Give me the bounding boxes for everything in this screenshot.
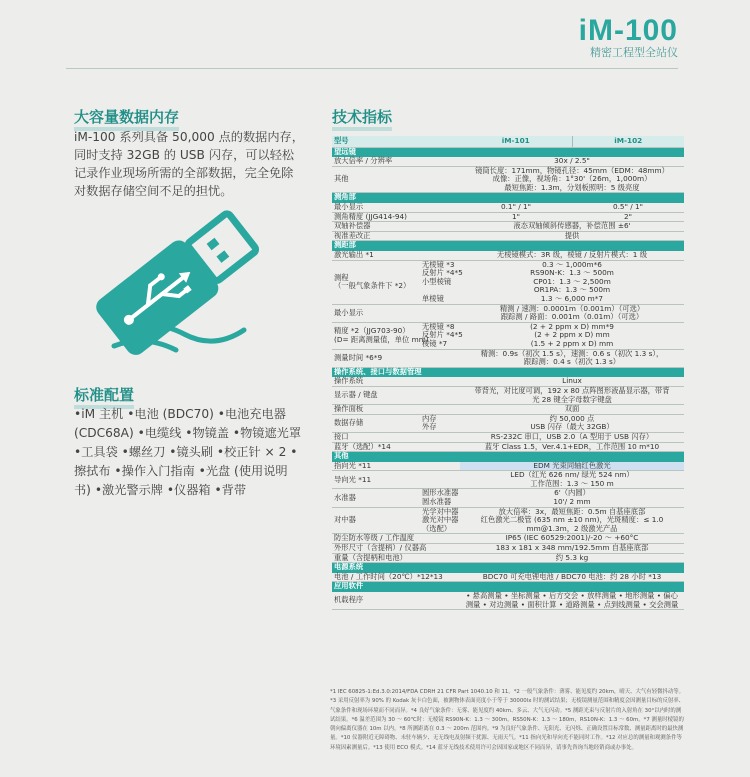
spec-param-label: 精度 *2（JJG703-90） (D= 距离测量值，单位 mm) (332, 322, 420, 349)
spec-param-label: 机载程序 (332, 592, 420, 610)
spec-param-label: 视准差改正 (332, 231, 420, 241)
spec-value: 镜筒长度：171mm，物镜孔径：45mm（EDM：48mm） 成像：正像，视场角：1°30'（26m，1,000m） 最短焦距：1.3m，分划板照明：5 级亮度 (460, 166, 684, 193)
spec-sub-label (420, 553, 460, 563)
spec-value: EDM 光束同轴红色激光 (460, 461, 684, 471)
spec-row (332, 553, 684, 563)
spec-value: 带背光，对比度可调，192 x 80 点阵图形液晶显示器，带背 光 28 键全字母数字键盘 (460, 386, 684, 404)
spec-value-b: 2" (572, 212, 684, 222)
spec-value: RS-232C 串口，USB 2.0（A 型用于 USB 闪存） (460, 432, 684, 442)
spec-sub-label (420, 432, 460, 442)
spec-value: 精测：0.9s（初次 1.5 s），速测：0.6 s（初次 1.3 s）， 跟踪测：0.4 s（初次 1.3 s） (460, 349, 684, 367)
spec-value: 无棱镜模式：3R 级，棱镜 / 反射片模式：1 级 (460, 251, 684, 261)
spec-param-label: 操作系统 (332, 377, 420, 387)
spec-sub-label (420, 377, 460, 387)
spec-param-label: 导向光 *11 (332, 471, 420, 489)
spec-row (332, 507, 684, 534)
spec-param-label: 重量（含提柄和电池） (332, 553, 420, 563)
spec-value: 约 5.3 kg (460, 553, 684, 563)
memory-description: iM-100 系列具备 50,000 点的数据内存，同时支持 32GB 的 USB 闪存，可以轻松记录作业现场所需的全部数据，完全免除对数据存储空间不足的担忧。 (74, 130, 304, 198)
spec-row (332, 452, 684, 462)
spec-row (332, 442, 684, 452)
accessories-title: 标准配置 (74, 386, 135, 404)
spec-param-label: 对中器 (332, 507, 420, 534)
spec-sub-label (420, 405, 460, 415)
spec-sub-label (420, 166, 460, 193)
spec-value: 183 x 181 x 348 mm/192.5mm 自基座底部 (460, 544, 684, 554)
spec-section-label: 望远镜 (332, 147, 684, 157)
spec-row (332, 471, 684, 489)
spec-param-label: 数据存储 (332, 414, 420, 432)
spec-param-label: 测程 （一般气象条件下 *2） (332, 260, 420, 304)
spec-sub-label: 光学对中器 激光对中器 （选配） (422, 506, 459, 533)
spec-sub-label (420, 251, 460, 261)
spec-section-label: 测距部 (332, 241, 684, 251)
spec-param-label: 测量时间 *6*9 (332, 349, 420, 367)
spec-row (332, 432, 684, 442)
spec-sub-label (420, 231, 460, 241)
spec-row (332, 377, 684, 387)
spec-sub-label (420, 203, 460, 213)
spec-row (332, 203, 684, 213)
spec-row (332, 544, 684, 554)
spec-sub-label: 圆形水准器 圆水准器 (422, 488, 459, 507)
spec-param-label: 操作面板 (332, 405, 420, 415)
spec-param-label: 蓝牙（选配）*14 (332, 442, 420, 452)
spec-header-model-a: iM-101 (460, 136, 572, 147)
spec-sub-label (420, 157, 460, 167)
spec-row (332, 414, 684, 432)
spec-param-label: 显示器 / 键盘 (332, 386, 420, 404)
spec-row (332, 489, 684, 507)
spec-sub-label (420, 304, 460, 322)
spec-value: 30x / 2.5" (460, 157, 684, 167)
spec-sub-label (420, 592, 460, 610)
spec-sub-label (420, 442, 460, 452)
spec-value: Linux (460, 377, 684, 387)
spec-value: 6'（内圆） 10'/ 2 mm (460, 489, 684, 507)
spec-param-label: 最小显示 (332, 203, 420, 213)
spec-row (332, 157, 684, 167)
spec-param-label: 双轴补偿器 (332, 222, 420, 232)
accessories-list: •iM 主机 •电池 (BDC70) •电池充电器 (CDC68A) •电缆线 •物镜盖 •物镜遮光罩 •工具袋 •螺丝刀 •镜头刷 •校正针 × 2 •擦拭布 •操作入门指南 •光盘 (使用说明书) •激光警示牌 •仪器箱 •背带 (74, 407, 302, 497)
spec-sub-label (420, 222, 460, 232)
spec-row (332, 222, 684, 232)
spec-sub-label: 无棱镜 *3 反射片 *4*5 小型棱镜 单棱镜 (422, 259, 463, 303)
spec-value: 提供 (460, 231, 684, 241)
header-divider (66, 68, 678, 69)
spec-row (332, 386, 684, 404)
spec-sub-label (420, 386, 460, 404)
spec-param-label: 指向光 *11 (332, 461, 420, 471)
spec-value: 液态双轴倾斜传感器，补偿范围 ±6' (460, 222, 684, 232)
spec-section-label: 电源系统 (332, 563, 684, 573)
spec-row (332, 231, 684, 241)
footnotes: *1 IEC 60825-1:Ed.3.0:2014/FDA CDRH 21 CFR Part 1040.10 和 11。*2 一般气象条件：薄雾、能见度约 20km，晴天、大气有轻微抖动等。*3 采用反射率为 90% 的 Kodak 灰卡白色面，被测物体表面亮度小于等于 30000lx 时的测试结果；无棱镜测量范围和精度会因测量目标的反射率、气象条件和现场环境而不同而异。*4 良好气象条件：无雾、能见度约 40km、多云、大气无闪动。*5 测距光束与反射片的入射角在 30°以内时的测试结果。*6 温差范围为 30 ～ 60℃时：无棱镜 RS90N-K：1.3 ～ 300m，RS50N-K：1.3 ～ 180m，RS10N-K：1.3 ～ 60m。*7 测量时棱镜的朝向偏离仪器在 10m 以内。*8 所测距离在 0.3 ～ 200m 范围内。*9 为良好气象条件、无阳光、无闪烁、正确设置目标常数、测量距离时的最快测量。*10 仪器附近无障碍物、未驻车辆少、无无线电及射频干扰源、无雨天气。*11 指向光和导向光不能同时工作。*12 对应总的测量和观测条件等环境因素测量后。*13 使用 ECO 模式。*14 蓝牙无线技术使用许可会因国家或地区不同而异，请事先咨询当地经销商或办事处。 (330, 689, 685, 751)
spec-table (332, 136, 684, 610)
spec-value: (2 + 2 ppm x D) mm*9 (2 + 2 ppm x D) mm (1.5 + 2 ppm x D) mm (460, 322, 684, 349)
spec-row (332, 251, 684, 261)
spec-value: BDC70 可充电锂电池 / BDC70 电池：约 28 小时 *13 (460, 572, 684, 582)
product-logo: iM-100 (578, 14, 678, 47)
spec-row (332, 572, 684, 582)
usb-flash-drive-icon (84, 222, 290, 356)
spec-row (332, 304, 684, 322)
spec-row (332, 166, 684, 193)
spec-value: LED（红光 626 nm/ 绿光 524 nm） 工作范围：1.3 ～ 150 m (460, 471, 684, 489)
product-subtitle: 精密工程型全站仪 (590, 46, 678, 59)
spec-param-label: 其他 (332, 166, 420, 193)
spec-header-model: 型号 (332, 136, 460, 147)
spec-row (332, 212, 684, 222)
spec-param-label: 接口 (332, 432, 420, 442)
spec-value-b: 0.5" / 1" (572, 203, 684, 213)
spec-row (332, 563, 684, 573)
spec-value: 蓝牙 Class 1.5，Ver.4.1+EDR，工作范围 10 m*10 (460, 442, 684, 452)
spec-row (332, 136, 684, 147)
spec-sub-label (420, 349, 460, 367)
spec-row (332, 349, 684, 367)
spec-value-a: 0.1" / 1" (460, 203, 572, 213)
spec-sub-label: 无棱镜 *8 反射片 *4*5 棱镜 *7 (422, 321, 463, 348)
spec-sub-label: 内存 外存 (420, 414, 460, 432)
spec-row (332, 260, 684, 304)
spec-sub-label (420, 212, 460, 222)
spec-value: 0.3 ～ 1,000m*6 RS90N-K：1.3 ～ 500m CP01：1.3 ～ 2,500m OR1PA：1.3 ～ 500m 1.3 ～ 6,000 m*7 (460, 260, 684, 304)
spec-sub-label (420, 544, 460, 554)
spec-row (332, 367, 684, 377)
spec-sub-label (420, 461, 460, 471)
spec-title: 技术指标 (332, 108, 393, 126)
spec-value: IP65 (IEC 60529:2001)/-20 ～ +60°C (460, 534, 684, 544)
spec-section-label: 应用软件 (332, 582, 684, 592)
spec-section-label: 其他 (332, 452, 684, 462)
spec-value: 双面 (460, 405, 684, 415)
spec-section-label: 测角部 (332, 193, 684, 203)
spec-value: • 悬高测量 • 坐标测量 • 后方交会 • 放样测量 • 地形测量 • 偏心 测量 • 对边测量 • 面积计算 • 道路测量 • 点到线测量 • 交会测量 (460, 592, 684, 610)
spec-param-label: 放大倍率 / 分辨率 (332, 157, 420, 167)
spec-param-label: 最小显示 (332, 304, 420, 322)
memory-title: 大容量数据内存 (74, 108, 180, 126)
spec-param-label: 测角精度 (JJG414-94) (332, 212, 420, 222)
spec-row (332, 592, 684, 610)
spec-value-a: 1" (460, 212, 572, 222)
spec-sub-label (420, 534, 460, 544)
spec-param-label: 防尘防水等级 / 工作温度 (332, 534, 420, 544)
spec-row (332, 405, 684, 415)
spec-param-label: 电池 / 工作时间（20℃）*12*13 (334, 571, 443, 581)
spec-header-model-b: iM-102 (572, 136, 684, 147)
spec-value: 约 50,000 点 USB 闪存（最大 32GB） (460, 414, 684, 432)
spec-value: 精测 / 速测：0.0001m（0.001m）（可选） 跟踪测 / 路面：0.001m（0.01m）（可选） (460, 304, 684, 322)
spec-sub-label (420, 471, 460, 489)
spec-row (332, 322, 684, 349)
spec-param-label: 外形尺寸（含提柄）/ 仪器高 (334, 543, 427, 553)
spec-value: 放大倍率：3x，最短焦距：0.5m 自基座底部 红色激光二极管 (635 nm ±10 nm)，光斑精度：≤ 1.0 mm@1.3m，2 级激光产品 (460, 507, 684, 534)
spec-param-label: 水准器 (332, 489, 420, 507)
spec-section-label: 操作系统、接口与数据管理 (332, 367, 684, 377)
spec-param-label: 激光输出 *1 (332, 251, 420, 261)
